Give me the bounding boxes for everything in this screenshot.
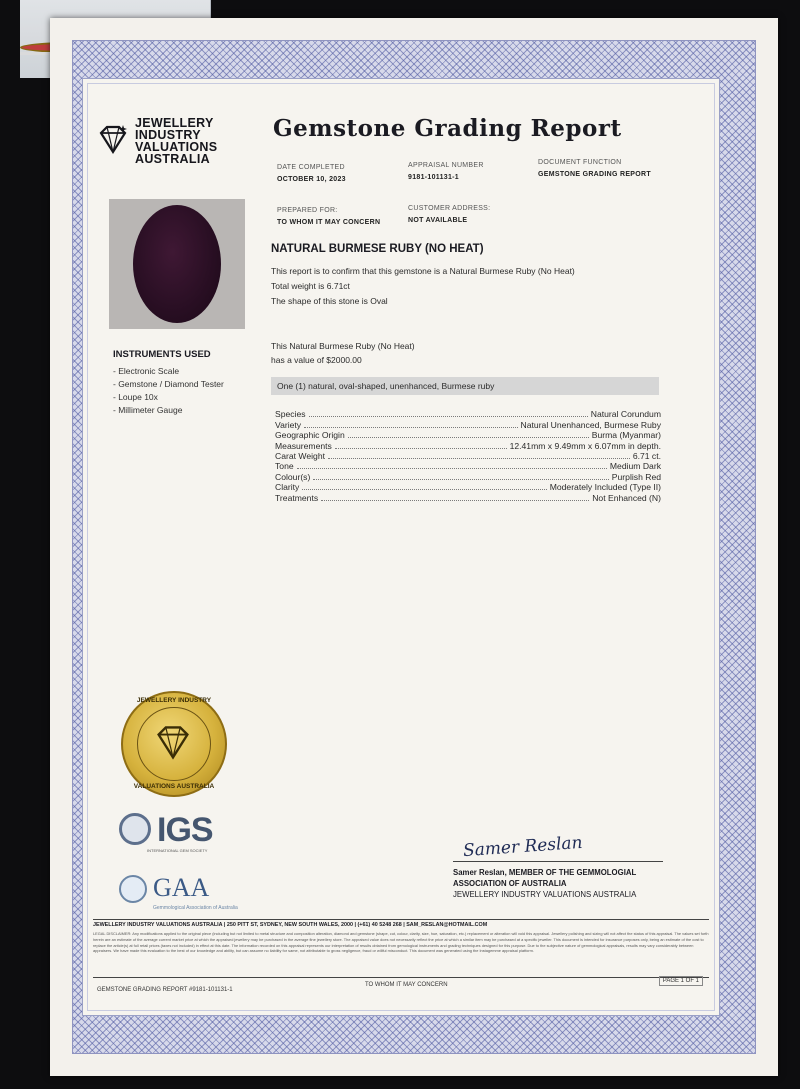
spec-row-species (275, 409, 661, 419)
spec-value: Not Enhanced (N) (592, 492, 661, 503)
prepared-for-value: TO WHOM IT MAY CONCERN (277, 219, 381, 226)
spec-label: Colour(s) (275, 471, 311, 482)
customer-address (408, 205, 490, 224)
certificate-content (82, 78, 720, 1016)
spec-value: Moderately Included (Type II) (549, 482, 661, 493)
spec-label: Clarity (275, 482, 300, 493)
value-line-2: has a value of $2000.00 (271, 355, 362, 365)
spec-row-carat (275, 451, 661, 461)
instrument-item: - Gemstone / Diamond Tester (113, 379, 224, 389)
report-title: Gemstone Grading Report (273, 115, 622, 142)
spec-row-colour (275, 471, 661, 481)
instruments-title: INSTRUMENTS USED (113, 349, 211, 360)
page-number: PAGE 1 OF 1 (659, 976, 703, 986)
appraisal-number-label: APPRAISAL NUMBER (408, 162, 484, 169)
igs-emblem-icon (119, 813, 151, 845)
seal-top-text: JEWELLERY INDUSTRY (136, 697, 212, 704)
footer-company-line: JEWELLERY INDUSTRY VALUATIONS AUSTRALIA | 250 PITT ST, SYDNEY, NEW SOUTH WALES, 2000 | (+61) 40 5248 268 | SAM_RESLAN@HOTMAIL.COM (93, 922, 488, 928)
spec-value: Burma (Myanmar) (591, 430, 661, 441)
prepared-for-label: PREPARED FOR: (277, 207, 338, 214)
dot-leader (328, 458, 630, 459)
description-bar: One (1) natural, oval-shaped, unenhanced, Burmese ruby (271, 377, 659, 395)
spec-table (275, 409, 661, 503)
igs-subtext: INTERNATIONAL GEM SOCIETY (147, 848, 208, 853)
dot-leader (313, 479, 608, 480)
seal-bottom-text: VALUATIONS AUSTRALIA (133, 783, 215, 790)
instruments-list (113, 365, 224, 417)
logo-line-1: JEWELLERY (135, 116, 214, 130)
date-completed-value: OCTOBER 10, 2023 (277, 176, 346, 183)
gaa-emblem-icon (119, 875, 147, 903)
gold-seal (121, 691, 227, 797)
logo-line-3: VALUATIONS (135, 140, 218, 154)
certificate-sheet (50, 18, 778, 1076)
dot-leader (335, 448, 507, 449)
shape-line: The shape of this stone is Oval (271, 296, 388, 306)
gaa-text: GAA (153, 873, 210, 902)
dot-leader (302, 489, 546, 490)
spec-value: 12.41mm x 9.49mm x 6.07mm in depth. (509, 440, 661, 451)
footer-recipient: TO WHOM IT MAY CONCERN (365, 982, 448, 988)
customer-address-label: CUSTOMER ADDRESS: (408, 205, 491, 212)
footer-bottom-divider (93, 977, 709, 978)
signer-block (453, 867, 636, 900)
appraisal-number-value: 9181-101131-1 (408, 174, 459, 181)
spec-label: Geographic Origin (275, 430, 345, 441)
footer-report-ref: GEMSTONE GRADING REPORT #9181-101131-1 (97, 987, 233, 993)
spec-label: Carat Weight (275, 450, 325, 461)
stone-heading: NATURAL BURMESE RUBY (NO HEAT) (271, 243, 484, 255)
signer-line-1: Samer Reslan, MEMBER OF THE GEMMOLOGIAL (453, 868, 637, 877)
igs-text: IGS (157, 811, 213, 849)
gaa-subtext: Gemmological Association of Australia (153, 905, 238, 911)
spec-row-variety (275, 419, 661, 429)
spec-value: Purplish Red (611, 471, 661, 482)
company-logo (97, 117, 247, 177)
document-function (538, 159, 651, 178)
date-completed (277, 164, 346, 183)
signer-company: JEWELLERY INDUSTRY VALUATIONS AUSTRALIA (453, 890, 637, 899)
spec-value: 6.71 ct. (632, 450, 661, 461)
spec-row-origin (275, 430, 661, 440)
signer-line-2: ASSOCIATION OF AUSTRALIA (453, 879, 567, 888)
signature-line (453, 861, 663, 862)
appraisal-number (408, 162, 484, 181)
gaa-logo (117, 875, 247, 917)
spec-label: Tone (275, 461, 294, 472)
date-completed-label: DATE COMPLETED (277, 164, 345, 171)
prepared-for (277, 207, 380, 226)
document-function-value: GEMSTONE GRADING REPORT (538, 171, 651, 178)
spec-value: Medium Dark (609, 461, 661, 472)
spec-row-treatments (275, 492, 661, 502)
igs-logo (117, 811, 237, 853)
signature: Samer Reslan (462, 832, 584, 862)
instrument-item: - Loupe 10x (113, 392, 158, 402)
value-line-1: This Natural Burmese Ruby (No Heat) (271, 341, 415, 351)
logo-text (135, 117, 217, 165)
logo-line-2: INDUSTRY (135, 128, 201, 142)
spec-row-tone (275, 461, 661, 471)
gemstone-photo (109, 199, 245, 329)
spec-value: Natural Corundum (590, 409, 661, 420)
instrument-item: - Electronic Scale (113, 366, 180, 376)
dot-leader (309, 416, 588, 417)
document-function-label: DOCUMENT FUNCTION (538, 159, 622, 166)
instrument-item: - Millimeter Gauge (113, 405, 183, 415)
diamond-logo-icon (97, 125, 129, 155)
customer-address-value: NOT AVAILABLE (408, 217, 468, 224)
spec-label: Species (275, 409, 306, 420)
spec-label: Measurements (275, 440, 332, 451)
logo-line-4: AUSTRALIA (135, 152, 210, 166)
confirm-line: This report is to confirm that this gemstone is a Natural Burmese Ruby (No Heat) (271, 266, 575, 276)
spec-row-clarity (275, 482, 661, 492)
footer-divider (93, 919, 709, 920)
legal-disclaimer: LEGAL DISCLAIMER: Any modifications applied to the original piece (including but not limited to metal structure and composition alteration, diamond and gemstone (shape, cut, colour, clarity, size, hue, saturation, etc.) replacement or alteration will void this appraisal. Jewellery polishing and sizing will not affect the status of this appraisal. The values set forth herein are an estimate of the average current market price at which the appraised jewellery may be purchased in the average fine jewellery store. The appraised value does not necessarily reflect the price at which a similar item may be purchased at a specific jeweller. This document is intended for insurance purposes only, being an estimate of the cost to replace the article(s) at full retail prices (taxes not included) in effect at this date. The information recorded on this appraisal represents our interpretation of results obtained from gemological instruments and grading techniques designed for this purpose. Due to the subjective nature of gemmological appraisals, results may vary considerably between appraisers. We have made this evaluation to the best of our knowledge and ability, but can assume no liability for same, not attributable to gross negligence, fraud or willful misconduct. This document was generated using the Instagemme appraisal platform. (93, 931, 709, 954)
dot-leader (297, 468, 607, 469)
seal-diamond-icon (153, 725, 193, 761)
spec-value: Natural Unenhanced, Burmese Ruby (520, 419, 661, 430)
weight-line: Total weight is 6.71ct (271, 281, 350, 291)
spec-label: Treatments (275, 492, 319, 503)
ruby-image (133, 205, 221, 323)
spec-row-measurements (275, 440, 661, 450)
spec-label: Variety (275, 419, 302, 430)
dot-leader (304, 427, 517, 428)
dot-leader (348, 437, 589, 438)
dot-leader (321, 500, 589, 501)
